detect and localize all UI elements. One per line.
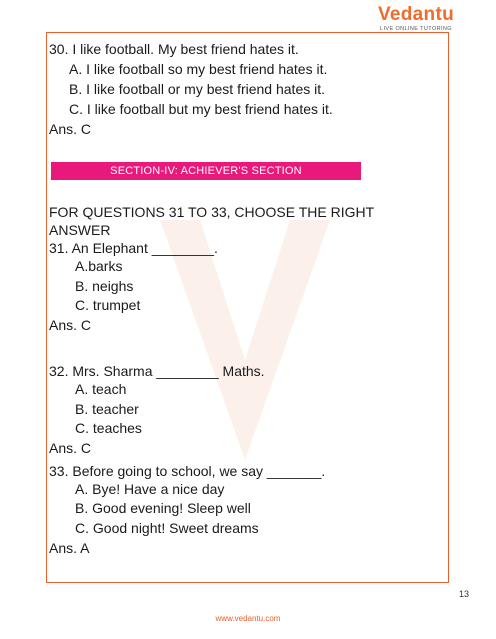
q32-option-c: C. teaches [75, 420, 142, 436]
question-32: 32. Mrs. Sharma ________ Maths. [49, 363, 265, 379]
q30-option-b: B. I like football or my best friend hates it. [69, 81, 326, 97]
question-30: 30. I like football. My best friend hates it. [49, 41, 299, 57]
q31-option-a: A.barks [75, 258, 123, 274]
q33-option-c: C. Good night! Sweet dreams [75, 520, 259, 536]
logo-wordmark: Vedantu [377, 4, 454, 25]
q30-option-c: C. I like football but my best friend hates it. [69, 101, 333, 117]
instructions-line-1: FOR QUESTIONS 31 TO 33, CHOOSE THE RIGHT [49, 204, 375, 220]
q32-option-b: B. teacher [75, 401, 139, 417]
question-33: 33. Before going to school, we say _______. [49, 463, 326, 479]
vedantu-logo [368, 4, 464, 33]
logo-tagline: LIVE ONLINE TUTORING [380, 26, 452, 32]
footer-url[interactable]: www.vedantu.com [215, 614, 281, 623]
q33-option-a: A. Bye! Have a nice day [75, 481, 225, 497]
q33-option-b: B. Good evening! Sleep well [75, 500, 251, 516]
section-banner: SECTION-IV: ACHIEVER'S SECTION [51, 162, 361, 180]
instructions-line-2: ANSWER [49, 222, 111, 238]
q33-answer: Ans. A [49, 540, 90, 556]
q31-answer: Ans. C [49, 317, 92, 333]
q31-option-b: B. neighs [75, 278, 134, 294]
q32-option-a: A. teach [75, 381, 127, 397]
q31-option-c: C. trumpet [75, 297, 141, 313]
page-number: 13 [459, 589, 470, 599]
q32-answer: Ans. C [49, 440, 92, 456]
question-31: 31. An Elephant ________. [49, 240, 218, 256]
q30-answer: Ans. C [49, 121, 92, 137]
q30-option-a: A. I like football so my best friend hates it. [69, 61, 328, 77]
